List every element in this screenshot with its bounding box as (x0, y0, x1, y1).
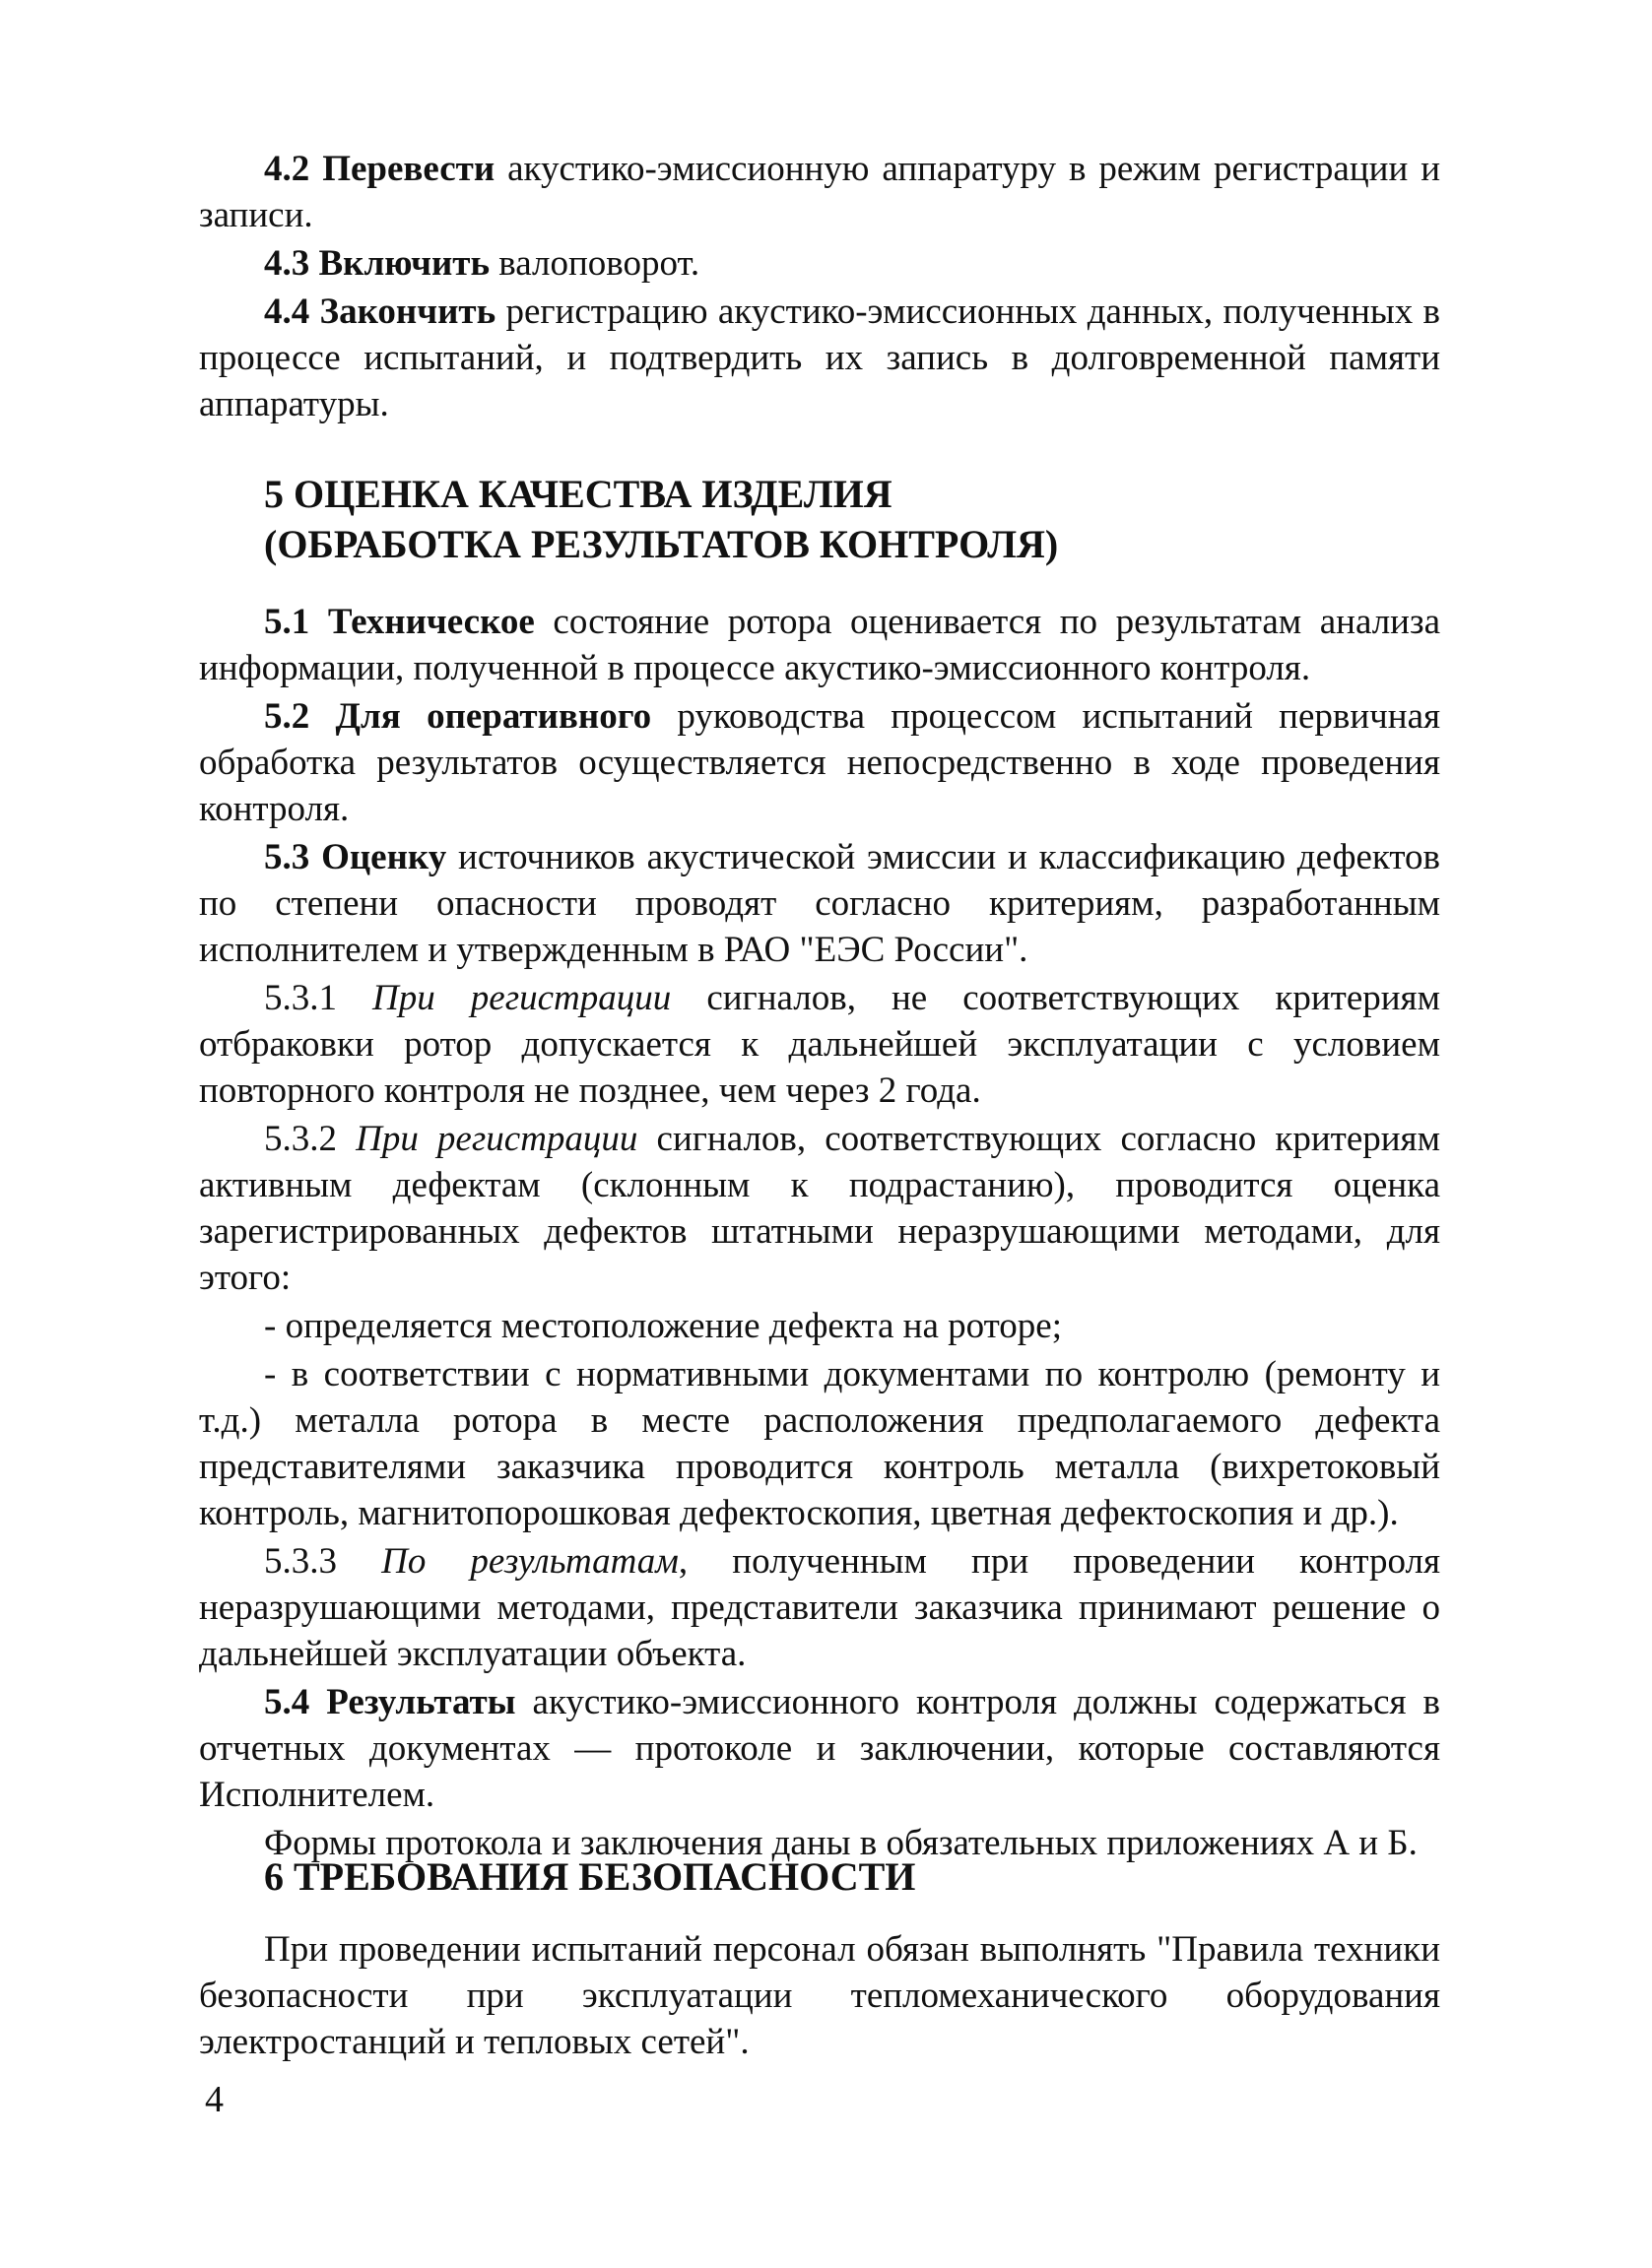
item-number: 5.1 (264, 602, 310, 642)
item-lead: Перевести (322, 149, 496, 189)
item-text: состояние ротора оценивается по результатам анализа информации, полученной в процессе акустико-эмиссионного контроля. (199, 602, 1441, 688)
item-text: сигналов, соответствующих согласно критериям активным дефектам (склонным к подрастанию), проводится оценка зарегистрированных дефектов штатными неразрушающими методами, для этого: (199, 1119, 1440, 1298)
item-lead: Оценку (321, 837, 447, 877)
item-text: регистрацию акустико-эмиссионных данных, полученных в процессе испытаний, и подтвердить их запись в долговременной памяти аппаратуры. (199, 292, 1440, 424)
item-lead: Техническое (327, 602, 535, 642)
item-5-3 (199, 834, 1440, 973)
bullet-text: - в соответствии с нормативными документами по контролю (ремонту и т.д.) металла ротора в месте расположения предполагаемого дефекта представителями заказчика проводится контроль металла (вихретоковый контроль, магнитопорошковая дефектоскопия, цветная дефектоскопия и др.). (199, 1354, 1440, 1533)
item-number: 5.3.2 (264, 1119, 337, 1159)
section-6-body (199, 1926, 1440, 2067)
item-5-3-2 (199, 1116, 1440, 1301)
item-lead: При регистрации (372, 978, 672, 1018)
section-5-heading-line2: (ОБРАБОТКА РЕЗУЛЬТАТОВ КОНТРОЛЯ) (264, 522, 1059, 566)
bullet-control (199, 1351, 1440, 1536)
item-number: 5.4 (264, 1682, 310, 1722)
safety-paragraph (199, 1926, 1440, 2065)
item-number: 5.3 (264, 837, 310, 877)
item-5-3-3 (199, 1538, 1440, 1677)
safety-text: При проведении испытаний персонал обязан выполнять "Правила техники безопасности при эксплуатации тепломеханического оборудования электростанций и тепловых сетей". (199, 1929, 1440, 2062)
section-5-heading-line1: 5 ОЦЕНКА КАЧЕСТВА ИЗДЕЛИЯ (264, 472, 892, 516)
item-text: , полученным при проведении контроля неразрушающими методами, представители заказчика принимают решение о дальнейшей эксплуатации объекта. (199, 1541, 1441, 1674)
bullet-location (199, 1303, 1440, 1349)
item-lead: По результатам (381, 1541, 679, 1582)
item-5-1 (199, 599, 1440, 691)
section-5-heading (264, 469, 1058, 569)
forms-text: Формы протокола и заключения даны в обязательных приложениях А и Б. (264, 1823, 1418, 1863)
item-number: 4.3 (264, 243, 310, 284)
item-text: источников акустической эмиссии и классификацию дефектов по степени опасности проводят согласно критериям, разработанным исполнителем и утвержденным в РАО "ЕЭС России". (199, 837, 1441, 970)
item-lead: При регистрации (356, 1119, 638, 1159)
item-number: 5.2 (264, 696, 310, 737)
item-text: акустико-эмиссионного контроля должны содержаться в отчетных документах — протоколе и заключении, которые составляются Исполнителем. (199, 1682, 1440, 1815)
section-6-heading (264, 1851, 915, 1902)
item-4-2 (199, 146, 1440, 238)
item-4-4 (199, 289, 1440, 427)
section-4-items (199, 146, 1440, 429)
item-lead: Закончить (319, 292, 496, 332)
item-text: акустико-эмиссионную аппаратуру в режим регистрации и записи. (199, 149, 1440, 235)
page-number: 4 (205, 2079, 224, 2120)
section-6-heading-text: 6 ТРЕБОВАНИЯ БЕЗОПАСНОСТИ (264, 1854, 916, 1899)
item-number: 5.3.3 (264, 1541, 337, 1582)
item-number: 4.2 (264, 149, 310, 189)
item-text: руководства процессом испытаний первичная обработка результатов осуществляется непосредственно в ходе проведения контроля. (199, 696, 1441, 829)
item-text: сигналов, не соответствующих критериям отбраковки ротор допускается к дальнейшей эксплуатации с условием повторного контроля не позднее, чем через 2 года. (199, 978, 1440, 1111)
item-number: 4.4 (264, 292, 310, 332)
item-4-3 (199, 240, 1440, 287)
item-lead: Включить (318, 243, 491, 284)
item-5-4 (199, 1679, 1440, 1818)
section-5-body (199, 599, 1440, 1868)
item-lead: Результаты (326, 1682, 516, 1722)
bullet-text: - определяется местоположение дефекта на роторе; (264, 1306, 1063, 1346)
item-5-3-1 (199, 975, 1440, 1114)
item-text: валоповорот. (498, 243, 700, 284)
item-lead: Для оперативного (335, 696, 652, 737)
item-5-2 (199, 693, 1440, 832)
item-number: 5.3.1 (264, 978, 337, 1018)
